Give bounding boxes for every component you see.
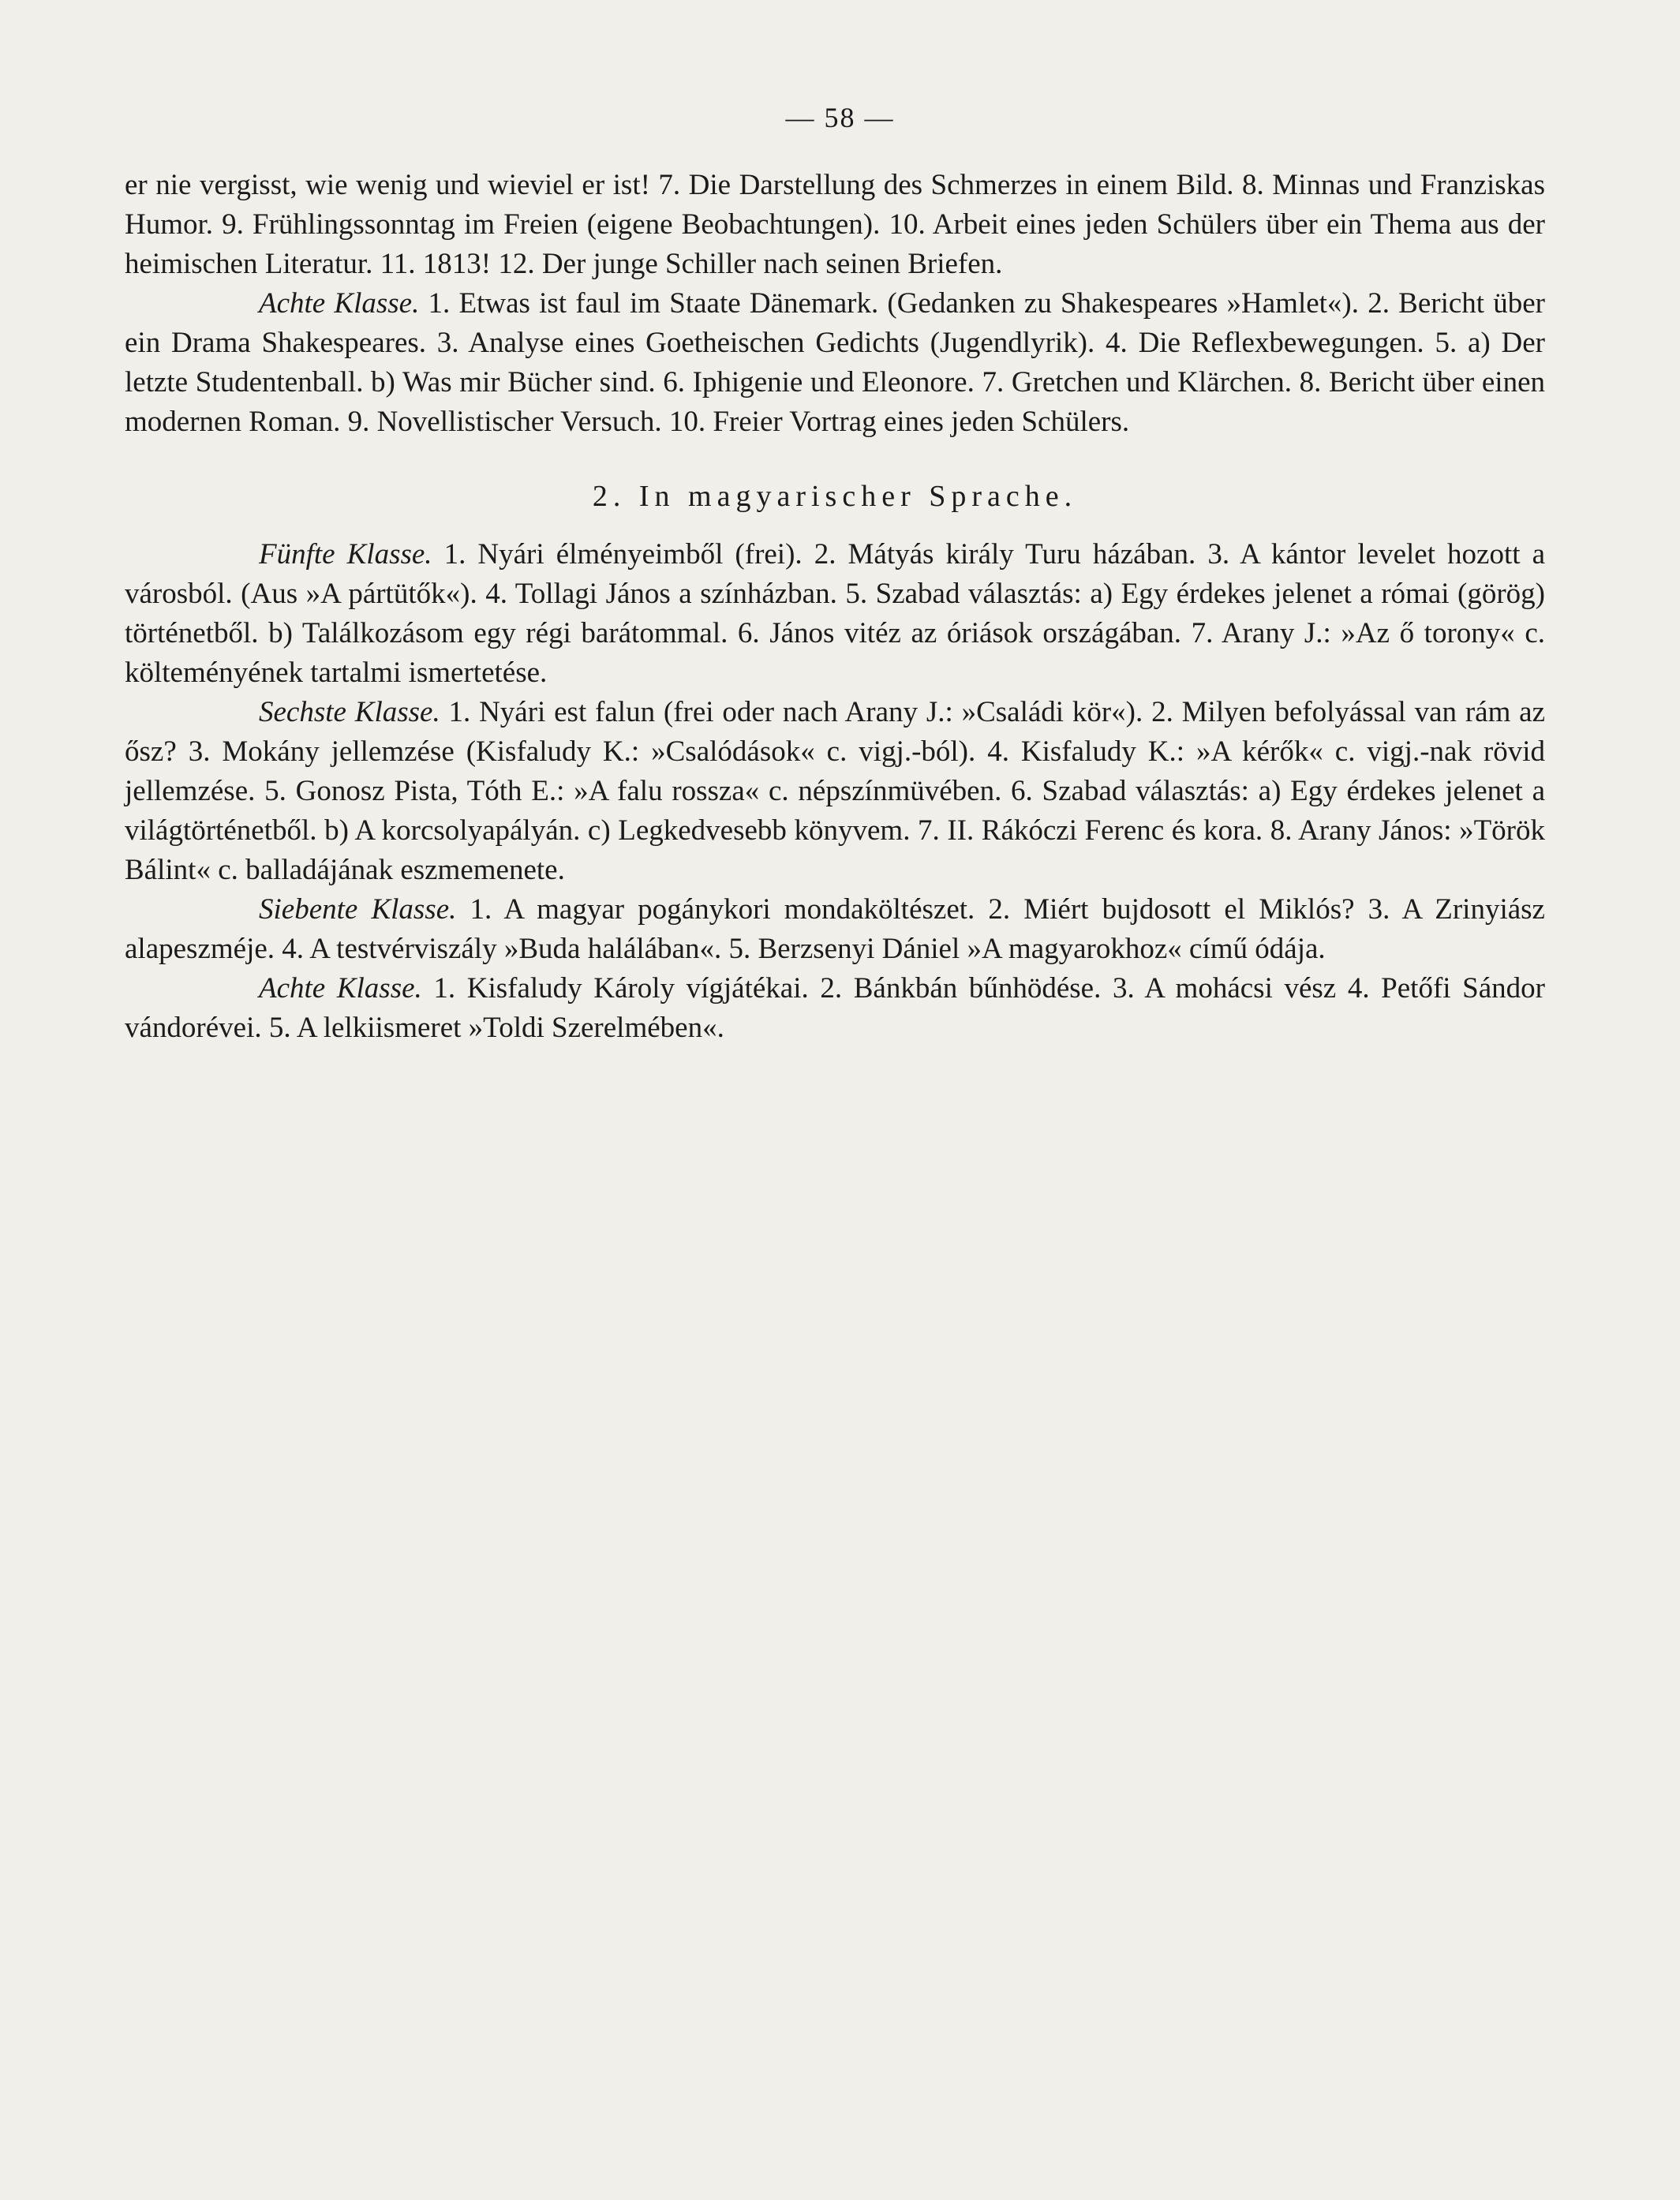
section-heading: 2. In magyarischer Sprache.: [592, 480, 1078, 513]
class-lead: Sechste Klasse.: [259, 696, 440, 728]
class-lead: Siebente Klasse.: [259, 893, 457, 926]
paragraph-continued: er nie vergisst, wie wenig und wieviel er ist! 7. Die Darstellung des Schmerzes in einem Bild. 8. Minnas und Franziskas Humor. 9. Frühlingssonntag im Freien (eigene Beobachtungen). 10. Arbeit eines jeden Schülers über ein Thema aus der heimischen Literatur. 11. 1813! 12. Der junge Schiller nach seinen Briefen.: [125, 169, 1545, 280]
paragraph-siebente-klasse: [125, 890, 1545, 969]
class-text: 1. A magyar pogánykori mondaköltészet. 2. Miért bujdosott el Miklós? 3. A Zrinyiász alapeszméje. 4. A testvérviszály »Buda halálában«. 5. Berzsenyi Dániel »A magyarokhoz« című ódája.: [125, 893, 1545, 965]
page-number: — 58 —: [785, 102, 895, 133]
paragraph-achte-klasse-hu: [125, 969, 1545, 1048]
class-lead: Achte Klasse.: [259, 287, 420, 320]
text-block: [125, 166, 1545, 1048]
class-text: 1. Kisfaludy Károly vígjátékai. 2. Bánkbán bűnhödése. 3. A mohácsi vész 4. Petőfi Sándor vándorévei. 5. A lelkiismeret »Toldi Szerelmében«.: [125, 972, 1545, 1044]
paragraph-sechste-klasse: [125, 693, 1545, 890]
class-text: 1. Nyári est falun (frei oder nach Arany J.: »Családi kör«). 2. Milyen befolyással van rám az ősz? 3. Mokány jellemzése (Kisfaludy K.: »Csalódások« c. vigj.-ból). 4. Kisfaludy K.: »A kérők« c. vigj.-nak rövid jellemzése. 5. Gonosz Pista, Tóth E.: »A falu rossza« c. népszínmüvében. 6. Szabad választás: a) Egy érdekes jelenet a világtörténetből. b) A korcsolyapályán. c) Legkedvesebb könyvem. 7. II. Rákóczi Ferenc és kora. 8. Arany János: »Török Bálint« c. balladájának eszmemenete.: [125, 696, 1546, 886]
paragraph-fuenfte-klasse: [125, 535, 1545, 693]
paragraph-achte-klasse-de: [125, 284, 1545, 442]
class-lead: Fünfte Klasse.: [259, 538, 432, 571]
class-text: 1. Etwas ist faul im Staate Dänemark. (Gedanken zu Shakespeares »Hamlet«). 2. Bericht über ein Drama Shakespeares. 3. Analyse eines Goetheischen Gedichts (Jugendlyrik). 4. Die Reflexbewegungen. 5. a) Der letzte Studentenball. b) Was mir Bücher sind. 6. Iphigenie und Eleonore. 7. Gretchen und Klärchen. 8. Bericht über einen modernen Roman. 9. Novellistischer Versuch. 10. Freier Vortrag eines jeden Schülers.: [125, 287, 1545, 438]
class-text: 1. Nyári élményeimből (frei). 2. Mátyás király Turu házában. 3. A kántor levelet hozott a városból. (Aus »A pártütők«). 4. Tollagi János a színházban. 5. Szabad választás: a) Egy érdekes jelenet a római (görög) történetből. b) Találkozásom egy régi barátommal. 6. János vitéz az óriások országában. 7. Arany J.: »Az ő torony« c. költeményének tartalmi ismertetése.: [125, 538, 1545, 689]
class-lead: Achte Klasse.: [259, 972, 422, 1005]
